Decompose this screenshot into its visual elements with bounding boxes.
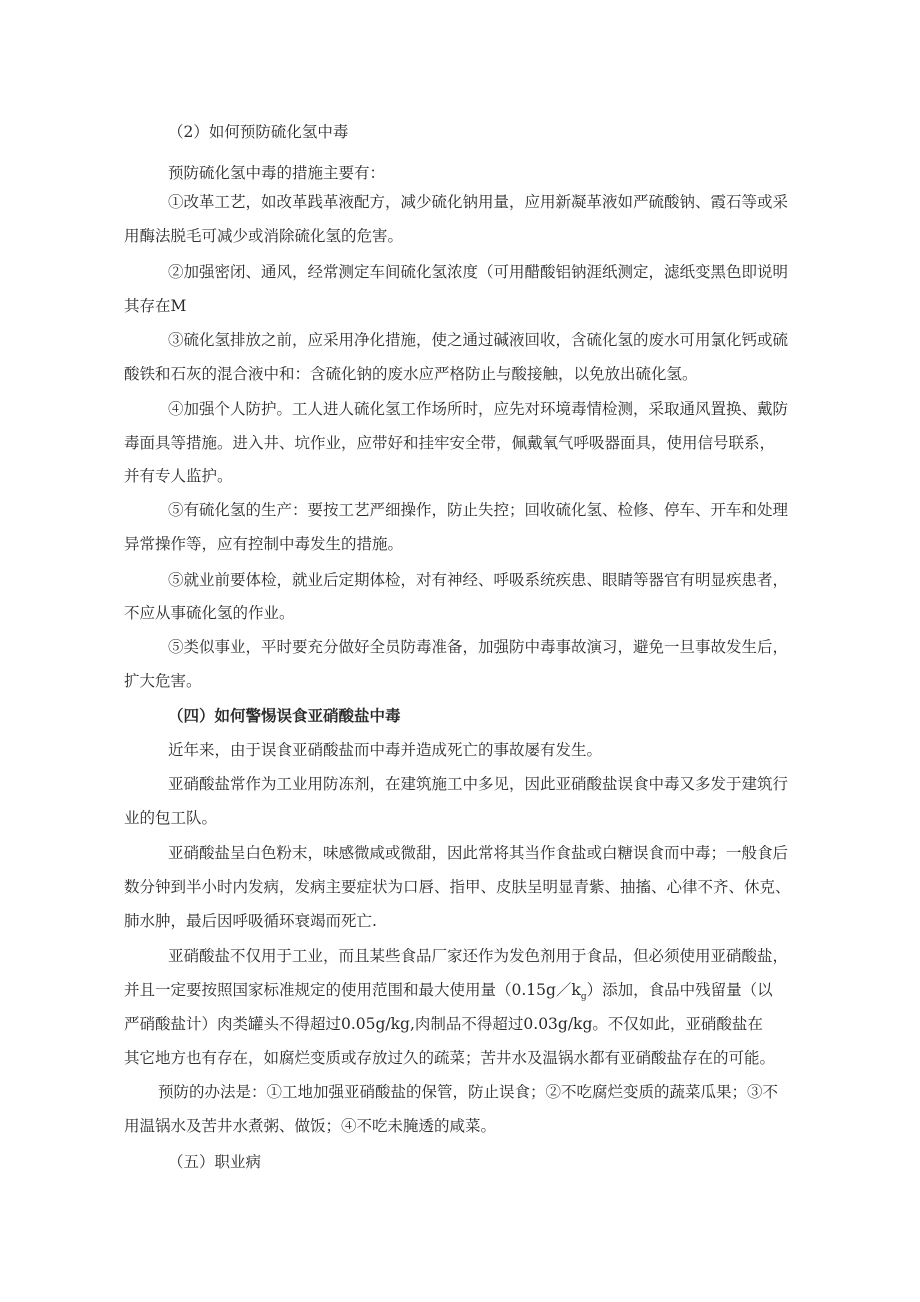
paragraph-line: ⑤就业前要体检，就业后定期体检，对有神经、呼吸系统疾患、眼睛等器官有明显疾患者， bbox=[168, 571, 789, 589]
paragraph-line: 亚硝酸盐常作为工业用防冻剂，在建筑施工中多见，因此亚硝酸盐误食中毒又多发于建筑行 bbox=[168, 775, 789, 793]
paragraph-line bbox=[124, 980, 773, 1003]
paragraph-line: 并有专人监护。 bbox=[124, 467, 233, 485]
paragraph-line: ④加强个人防护。工人进人硫化氢工作场所时，应先对环境毒情检测，采取通风置换、戴防 bbox=[168, 400, 789, 418]
paragraph-line: 肺水肿，最后因呼吸循环衰竭而死亡. bbox=[124, 912, 377, 930]
paragraph-line: 不应从事硫化氢的作业。 bbox=[124, 604, 295, 622]
paragraph-line: 扩大危害。 bbox=[124, 672, 202, 690]
paragraph-text: 并且一定要按照国家标准规定的使用范围和最大使用量（0.15g／k bbox=[124, 981, 581, 999]
paragraph-line: ③硫化氢排放之前，应采用净化措施，使之通过碱液回收，含硫化氢的废水可用氯化钙或硫 bbox=[168, 331, 789, 349]
paragraph-line: 异常操作等，应有控制中毒发生的措施。 bbox=[124, 535, 404, 553]
section-heading: （四）如何警惕误食亚硝酸盐中毒 bbox=[168, 706, 401, 725]
subsection-heading: （2）如何预防硫化氢中毒 bbox=[168, 123, 349, 141]
paragraph-line: 用酶法脱毛可减少或消除硫化氢的危害。 bbox=[124, 227, 404, 245]
paragraph-line: 预防的办法是：①工地加强亚硝酸盐的保管，防止误食；②不吃腐烂变质的蔬菜瓜果；③不 bbox=[158, 1083, 779, 1101]
paragraph-line: 数分钟到半小时内发病，发病主要症状为口唇、指甲、皮肤呈明显青紫、抽搐、心律不齐、休克、 bbox=[124, 878, 791, 896]
paragraph-line: 预防硫化氢中毒的措施主要有： bbox=[168, 164, 386, 182]
paragraph-line: ⑤类似事业，平时要充分做好全员防毒准备，加强防中毒事故演习，避免一旦事故发生后， bbox=[168, 638, 789, 656]
paragraph-line: 近年来，由于误食亚硝酸盐而中毒并造成死亡的事故屡有发生。 bbox=[168, 741, 603, 759]
section-heading: （五）职业病 bbox=[168, 1153, 262, 1171]
paragraph-line: 酸铁和石灰的混合液中和：含硫化钠的废水应严格防止与酸接触，以免放出硫化氢。 bbox=[124, 365, 698, 383]
paragraph-line: 亚硝酸盐不仅用于工业，而且某些食品厂家还作为发色剂用于食品，但必须使用亚硝酸盐， bbox=[168, 947, 789, 965]
unit-subscript: g bbox=[580, 992, 587, 1003]
paragraph-line: 业的包工队。 bbox=[124, 809, 218, 827]
paragraph-line: 其它地方也有存在，如腐烂变质或存放过久的疏菜；苦井水及温锅水都有亚硝酸盐存在的可能。 bbox=[124, 1049, 776, 1067]
paragraph-line: ①改革工艺，如改革践革液配方，减少硫化钠用量，应用新凝革液如严硫酸钠、霞石等或采 bbox=[168, 193, 789, 211]
paragraph-line: ⑤有硫化氢的生产：要按工艺严细操作，防止失控；回收硫化氢、检修、停车、开车和处理 bbox=[168, 501, 789, 519]
paragraph-line: 亚硝酸盐呈白色粉末，味感微咸或微甜，因此常将其当作食盐或白糖误食而中毒；一般食后 bbox=[168, 844, 789, 862]
paragraph-text: ）添加，食品中残留量（以 bbox=[586, 981, 773, 999]
paragraph-line: 毒面具等措施。进入井、坑作业，应带好和挂牢安全带，佩戴氧气呼吸器面具，使用信号联系， bbox=[124, 434, 776, 452]
paragraph-line: 严硝酸盐计）肉类罐头不得超过0.05g/kg,肉制品不得超过0.03g/kg。不仅如此，亚硝酸盐在 bbox=[124, 1015, 763, 1033]
paragraph-line: 其存在M bbox=[124, 297, 187, 315]
paragraph-line: ②加强密闭、通风，经常测定车间硫化氢浓度（可用醋酸铝钠涯纸测定，滤纸变黑色即说明 bbox=[168, 263, 789, 281]
paragraph-line: 用温锅水及苦井水煮粥、做饭；④不吃未腌透的咸菜。 bbox=[124, 1117, 497, 1135]
